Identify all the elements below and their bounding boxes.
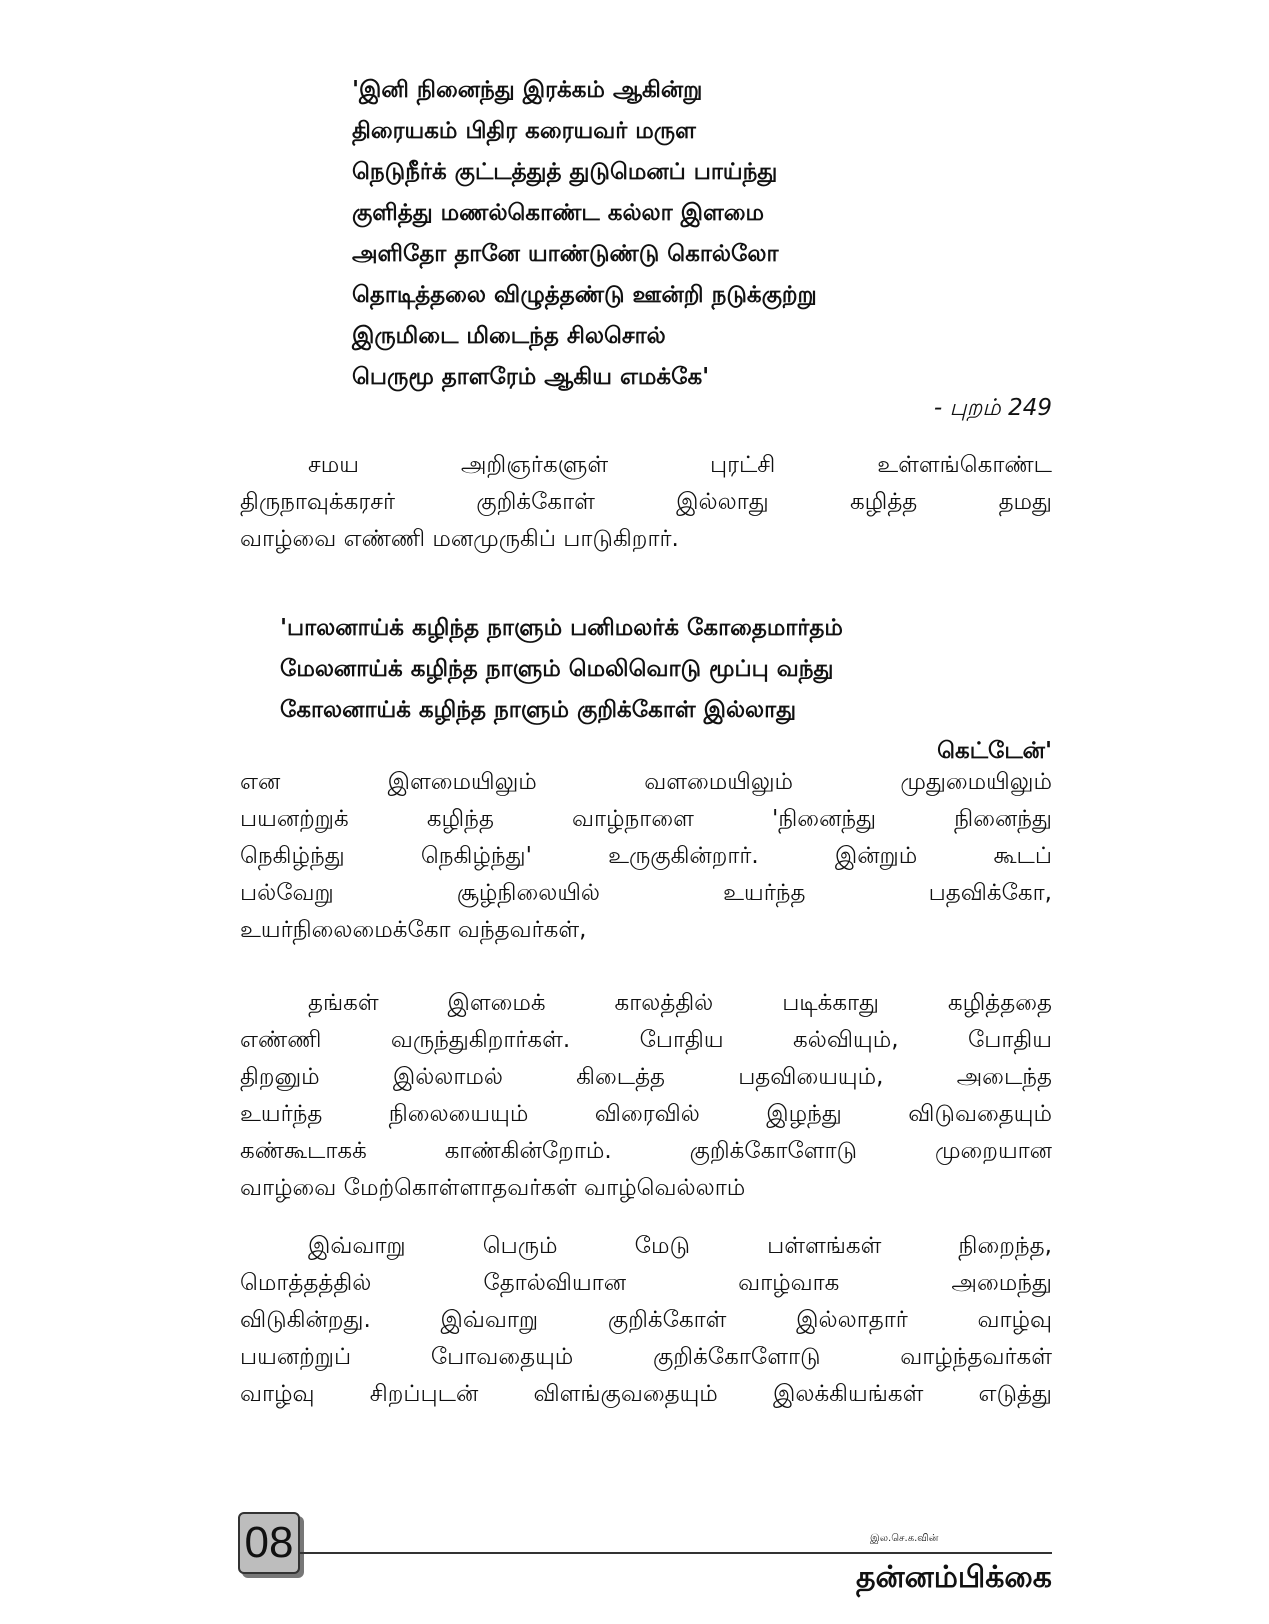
word: கண்கூடாகக் <box>240 1138 367 1164</box>
word: இழந்து <box>766 1101 842 1127</box>
text-line <box>240 1059 1052 1096</box>
word: வாழ்வு <box>240 1381 315 1407</box>
word: கிடைத்த <box>576 1064 666 1090</box>
word: திருநாவுக்கரசர் <box>240 489 396 515</box>
word: சமய <box>308 452 359 478</box>
text-line <box>240 521 1052 558</box>
word: கூடப் <box>993 843 1052 869</box>
word: பதவியையும், <box>738 1064 884 1090</box>
word: மேடு <box>634 1233 691 1259</box>
paragraph-2 <box>240 764 1052 949</box>
word: விரைவில் <box>594 1101 700 1127</box>
text-line <box>240 912 1052 949</box>
text-line <box>240 1170 1052 1207</box>
word: குறிக்கோள் <box>607 1307 727 1333</box>
poem-line: திரையகம் பிதிர கரையவர் மருள <box>352 118 696 144</box>
word: நினைந்து <box>954 806 1052 832</box>
word: அறிஞர்களுள் <box>460 452 609 478</box>
word: இவ்வாறு <box>440 1307 539 1333</box>
word: நிறைந்த, <box>958 1233 1052 1259</box>
paragraph-3 <box>240 985 1052 1207</box>
text-line <box>240 1133 1052 1170</box>
poem-line: மேலனாய்க் கழிந்த நாளும் மெலிவொடு மூப்பு வந்து <box>280 656 834 682</box>
word: இல்லாது <box>676 489 769 515</box>
word: இல்லாமல் <box>392 1064 504 1090</box>
word: தமது <box>998 489 1052 515</box>
footer-brand-logo: தன்னம்பிக்கை <box>856 1560 1052 1595</box>
word: இன்றும் <box>834 843 918 869</box>
text-line <box>240 1096 1052 1133</box>
word: சூழ்நிலையில் <box>456 880 601 906</box>
poem-line: இருமிடை மிடைந்த சிலசொல் <box>352 323 666 349</box>
word: கல்வியும், <box>793 1027 899 1053</box>
word: உயர்ந்த <box>723 880 806 906</box>
paragraph-1 <box>240 447 1052 558</box>
poem-line: நெடுநீர்க் குட்டத்துத் துடுமெனப் பாய்ந்து <box>352 159 778 185</box>
text-line <box>240 985 1052 1022</box>
word: பெரும் <box>482 1233 558 1259</box>
text-line <box>240 1228 1052 1265</box>
poem-puram <box>352 70 1032 398</box>
word: உருகுகின்றார். <box>608 843 759 869</box>
word: பதவிக்கோ, <box>928 880 1052 906</box>
page-number: 08 <box>238 1512 300 1574</box>
word: கழிந்த <box>426 806 494 832</box>
footer-publisher: இல.செ.க.வின் <box>870 1533 939 1544</box>
word: வாழ்வை எண்ணி மனமுருகிப் பாடுகிறார். <box>240 526 679 552</box>
word: உயர்நிலைமைக்கோ வந்தவர்கள், <box>240 917 587 943</box>
word: தோல்வியான <box>483 1270 627 1296</box>
word: இளமைக் <box>447 990 546 1016</box>
text-line <box>240 1022 1052 1059</box>
poem-line: கோலனாய்க் கழிந்த நாளும் குறிக்கோள் இல்லாது <box>280 697 797 723</box>
word: குறிக்கோளோடு <box>653 1344 821 1370</box>
word: இவ்வாறு <box>308 1233 406 1259</box>
word: காலத்தில் <box>614 990 714 1016</box>
text-line <box>240 838 1052 875</box>
word: உயர்ந்த <box>240 1101 323 1127</box>
poem-line: பெருமூ தாளரேம் ஆகிய எமக்கே' <box>352 364 710 390</box>
poem-line: குளித்து மணல்கொண்ட கல்லா இளமை <box>352 200 765 226</box>
word: கழித்ததை <box>947 990 1052 1016</box>
text-line <box>240 1376 1052 1413</box>
word: இளமையிலும் <box>387 769 537 795</box>
word: வளமையிலும் <box>644 769 794 795</box>
word: பயனற்றுப் <box>240 1344 352 1370</box>
text-line <box>240 801 1052 838</box>
word: இலக்கியங்கள் <box>773 1381 924 1407</box>
word: போதிய <box>639 1027 724 1053</box>
word: வாழ்வை மேற்கொள்ளாதவர்கள் வாழ்வெல்லாம் <box>240 1175 746 1201</box>
text-line <box>240 1265 1052 1302</box>
word: எடுத்து <box>978 1381 1052 1407</box>
word: பள்ளங்கள் <box>767 1233 882 1259</box>
poem-thevaram <box>280 608 1052 772</box>
paragraph-4 <box>240 1228 1052 1413</box>
word: கழித்த <box>849 489 918 515</box>
poem-source: - புறம் 249 <box>933 395 1052 421</box>
word: நிலையையும் <box>388 1101 529 1127</box>
text-line <box>240 1339 1052 1376</box>
word: இல்லாதார் <box>796 1307 908 1333</box>
poem-line: தொடித்தலை விழுத்தண்டு ஊன்றி நடுக்குற்று <box>352 282 817 308</box>
word: எண்ணி <box>240 1027 322 1053</box>
word: புரட்சி <box>710 452 776 478</box>
word: சிறப்புடன் <box>369 1381 479 1407</box>
word: குறிக்கோள் <box>476 489 595 515</box>
text-line <box>240 1302 1052 1339</box>
word: வாழ்வாக <box>738 1270 840 1296</box>
word: உள்ளங்கொண்ட <box>877 452 1052 478</box>
text-line <box>240 875 1052 912</box>
word: அமைந்து <box>951 1270 1052 1296</box>
word: வருந்துகிறார்கள். <box>390 1027 571 1053</box>
word: வாழ்நாளை <box>572 806 694 832</box>
word: விடுகின்றது. <box>240 1307 371 1333</box>
text-line <box>240 447 1052 484</box>
word: வாழ்ந்தவர்கள் <box>900 1344 1052 1370</box>
word: விளங்குவதையும் <box>533 1381 718 1407</box>
word: படிக்காது <box>782 990 879 1016</box>
word: அடைந்த <box>956 1064 1052 1090</box>
word: மொத்தத்தில் <box>240 1270 372 1296</box>
word: போவதையும் <box>430 1344 574 1370</box>
word: நெகிழ்ந்து <box>240 843 345 869</box>
word: முறையான <box>934 1138 1052 1164</box>
word: 'நினைந்து <box>771 806 877 832</box>
word: நெகிழ்ந்து' <box>420 843 532 869</box>
word: முதுமையிலும் <box>900 769 1052 795</box>
poem-line: 'பாலனாய்க் கழிந்த நாளும் பனிமலர்க் கோதைமார்தம் <box>280 615 843 641</box>
word: வாழ்வு <box>977 1307 1052 1333</box>
word: பயனற்றுக் <box>240 806 349 832</box>
word: போதிய <box>967 1027 1052 1053</box>
poem-line: அளிதோ தானே யாண்டுண்டு கொல்லோ <box>352 241 779 267</box>
text-line <box>240 484 1052 521</box>
word: குறிக்கோளோடு <box>689 1138 858 1164</box>
word: திறனும் <box>240 1064 320 1090</box>
word: பல்வேறு <box>240 880 334 906</box>
word: என <box>240 769 281 795</box>
footer-divider <box>300 1552 1052 1554</box>
word: தங்கள் <box>308 990 379 1016</box>
word: விடுவதையும் <box>908 1101 1052 1127</box>
poem-line: 'இனி நினைந்து இரக்கம் ஆகின்று <box>352 77 703 103</box>
text-line <box>240 764 1052 801</box>
word: காண்கின்றோம். <box>444 1138 612 1164</box>
poem-line: கெட்டேன்' <box>937 738 1052 764</box>
